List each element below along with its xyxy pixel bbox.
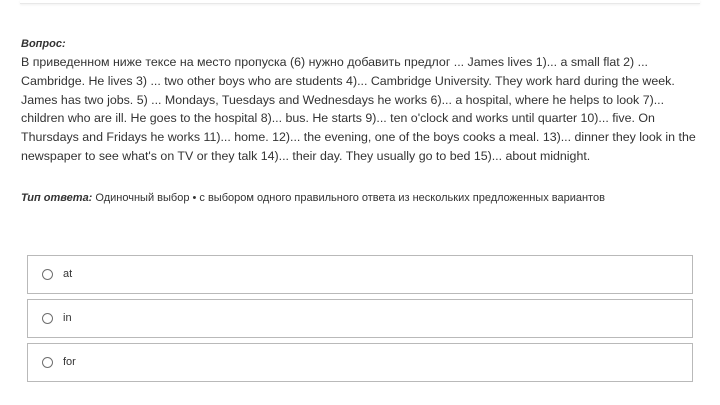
answer-option-label: for [63, 356, 76, 368]
top-card-edge [20, 0, 700, 4]
answer-type-label: Тип ответа: [21, 192, 93, 204]
answer-type-value: Одиночный выбор • с выбором одного правильного ответа из нескольких предложенных вариантов [95, 192, 605, 204]
answer-option-in[interactable] [27, 299, 693, 338]
question-text: В приведенном ниже тексе на место пропуска (6) нужно добавить предлог ... James lives 1)... a small flat 2) ... Cambridge. He lives 3) ... two other boys who are students 4)... Cambridge University. They work hard during the week. James has two jobs. 5) ... Mondays, Tuesdays and Wednesdays he works 6)... a hospital, where he helps to look 7)... children who are ill. He goes to the hospital 8)... bus. He starts 9)... ten o'clock and works until quarter 10)... five. On Thursdays and Fridays he works 11)... home. 12)... the evening, one of the boys cooks a meal. 13)... dinner they look in the newspaper to see what's on TV or they talk 14)... their day. They usually go to bed 15)... about midnight. [21, 55, 696, 163]
answer-option-at[interactable] [27, 255, 693, 294]
answer-option-label: in [63, 312, 72, 324]
answer-option-label: at [63, 268, 73, 280]
answer-type [21, 192, 605, 204]
radio-button-icon[interactable] [42, 269, 53, 280]
question-label: Вопрос: [21, 38, 66, 50]
radio-button-icon[interactable] [42, 357, 53, 368]
answer-options [27, 255, 693, 387]
radio-button-icon[interactable] [42, 313, 53, 324]
answer-option-for[interactable] [27, 343, 693, 382]
